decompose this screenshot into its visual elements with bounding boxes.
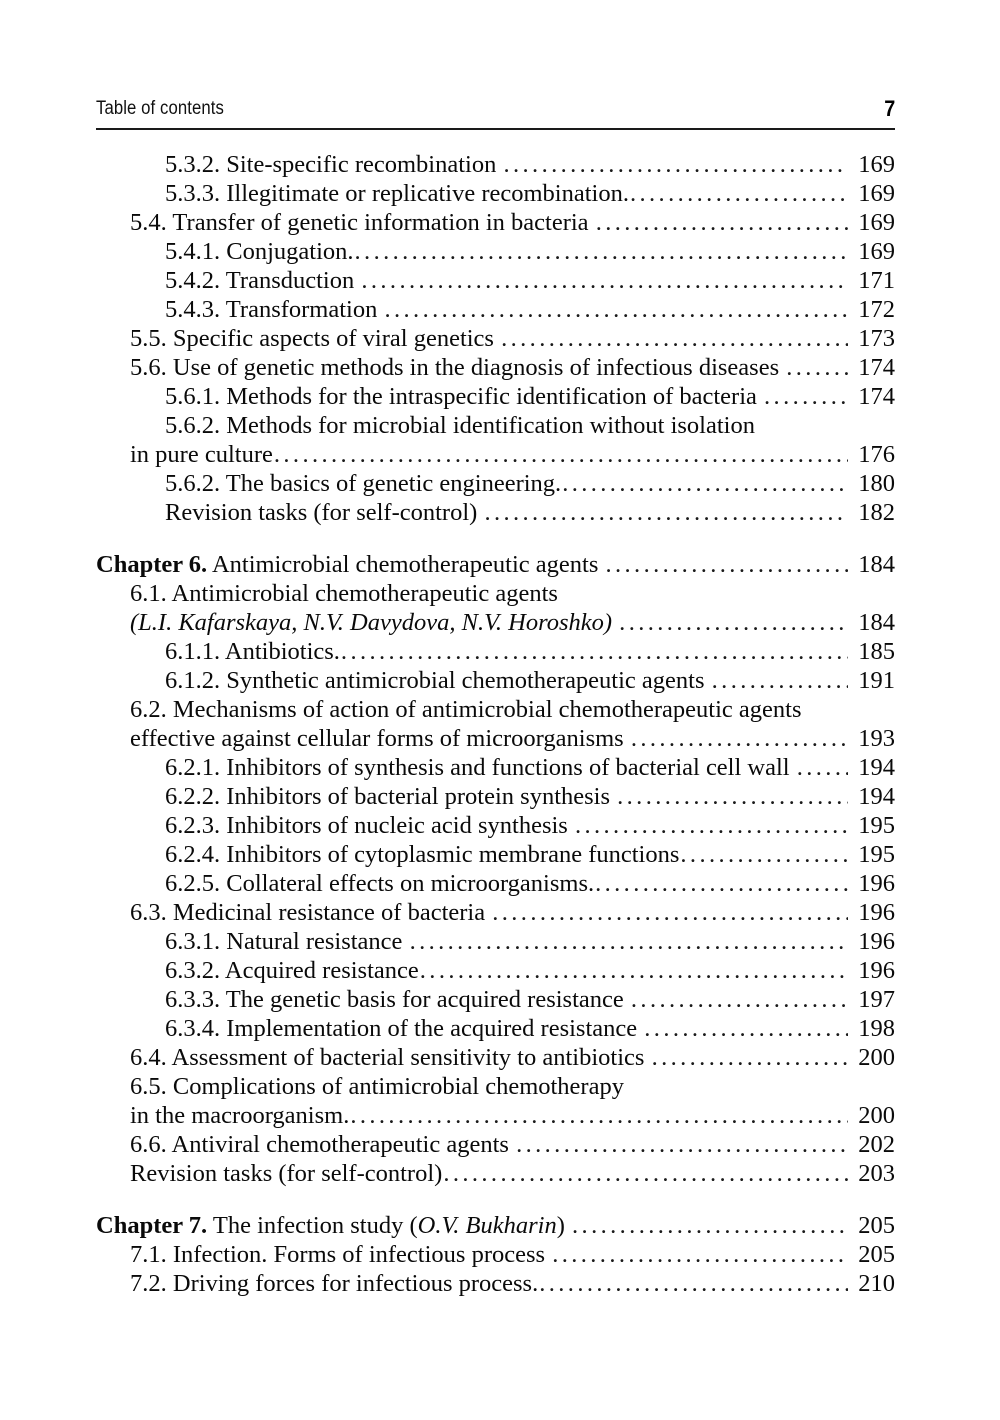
toc-entry-label: 5.6.1. Methods for the intraspecific identification of bacteria [165,383,764,410]
toc-entry-page: 200 [858,1044,895,1071]
toc-entry-page: 171 [858,267,895,294]
toc-entry-page: 180 [858,470,895,497]
toc-entry[interactable] [96,324,895,353]
toc-entry-page: 169 [858,209,895,236]
dot-leader [596,208,848,237]
toc-entry[interactable] [96,1014,895,1043]
toc-entry-label: 5.5. Specific aspects of viral genetics [130,325,501,352]
toc-entry-label: 6.6. Antiviral chemotherapeutic agents [130,1131,516,1158]
toc-entry-label: 5.3.3. Illegitimate or replicative recombination. [165,180,629,207]
toc-entry-page: 173 [858,325,895,352]
dot-leader [501,324,848,353]
toc-entry-label: 6.2.1. Inhibitors of synthesis and functions of bacterial cell wall [165,754,796,781]
chapter-prefix: Chapter 7. [96,1212,208,1239]
toc-entry[interactable] [96,840,895,869]
toc-entry[interactable] [96,1043,895,1072]
toc-entry-label: 7.1. Infection. Forms of infectious process [130,1241,552,1268]
toc-entry-page: 210 [858,1270,895,1297]
toc-entry[interactable] [96,1240,895,1269]
toc-entry-page: 172 [858,296,895,323]
toc-entry-label: 6.4. Assessment of bacterial sensitivity to antibiotics [130,1044,651,1071]
toc-entry[interactable] [96,782,895,811]
dot-leader [384,295,848,324]
toc-entry-label: 6.2.2. Inhibitors of bacterial protein synthesis [165,783,617,810]
toc-entry-label: 5.6. Use of genetic methods in the diagnosis of infectious diseases [130,354,786,381]
header-rule [96,128,895,130]
toc-entry-page: 169 [858,151,895,178]
toc-entry-label: 5.6.2. The basics of genetic engineering. [165,470,562,497]
dot-leader [420,956,848,985]
toc-entry-label: 6.1. Antimicrobial chemotherapeutic agents [130,580,558,607]
toc-entry[interactable] [96,150,895,179]
toc-entry[interactable] [96,295,895,324]
toc-entry[interactable] [96,724,895,753]
toc-entry[interactable] [96,1101,895,1130]
dot-leader [617,782,848,811]
dot-leader [575,811,848,840]
dot-leader [361,266,848,295]
toc-entry[interactable] [96,353,895,382]
toc-entry[interactable] [96,550,895,579]
chapter-prefix: Chapter 6. [96,551,208,578]
dot-leader [605,550,848,579]
toc-entry[interactable] [96,579,895,608]
dot-leader [595,869,848,898]
dot-leader [443,1159,848,1188]
toc-entry-label: 6.3.1. Natural resistance [165,928,409,955]
dot-leader [680,840,848,869]
dot-leader [503,150,848,179]
author-names: O.V. Bukharin [417,1212,557,1239]
running-head-title: Table of contents [96,98,224,119]
toc-entry[interactable] [96,498,895,527]
toc-entry-label: 6.3.2. Acquired resistance [165,957,419,984]
toc-entry-page: 196 [858,899,895,926]
toc-entry-page: 169 [858,238,895,265]
toc-entry[interactable] [96,1130,895,1159]
toc-entry-page: 174 [858,354,895,381]
dot-leader [644,1014,848,1043]
toc-entry-page: 196 [858,870,895,897]
toc-entry-page: 184 [858,551,895,578]
table-of-contents-list [96,150,895,1298]
toc-entry-label: 6.3.4. Implementation of the acquired resistance [165,1015,644,1042]
toc-entry-page: 194 [858,754,895,781]
toc-entry-label: 5.4. Transfer of genetic information in bacteria [130,209,595,236]
dot-leader [350,1101,848,1130]
dot-leader [631,724,848,753]
toc-entry[interactable] [96,382,895,411]
toc-entry[interactable] [96,753,895,782]
running-head [96,98,895,132]
dot-leader [630,179,848,208]
toc-entry-label: 6.2. Mechanisms of action of antimicrobial chemotherapeutic agents [130,696,802,723]
toc-entry-page: 193 [858,725,895,752]
dot-leader [712,666,848,695]
toc-entry-label: 5.6.2. Methods for microbial identification without isolation [165,412,755,439]
dot-leader [631,985,848,1014]
toc-entry-page: 196 [858,957,895,984]
toc-entry-label: 7.2. Driving forces for infectious process. [130,1270,539,1297]
toc-entry[interactable] [96,411,895,440]
toc-entry-label: in pure culture [130,441,273,468]
toc-entry-page: 185 [858,638,895,665]
dot-leader [552,1240,848,1269]
toc-entry-page: 203 [858,1160,895,1187]
dot-leader [274,440,848,469]
dot-leader [797,753,848,782]
toc-entry-label: Revision tasks (for self-control) [165,499,484,526]
toc-entry-label: 6.2.5. Collateral effects on microorganisms. [165,870,595,897]
toc-entry-label: 6.3.3. The genetic basis for acquired resistance [165,986,630,1013]
toc-entry-label: 6.3. Medicinal resistance of bacteria [130,899,492,926]
toc-entry[interactable] [96,179,895,208]
toc-entry[interactable] [96,1159,895,1188]
toc-entry-page: 169 [858,180,895,207]
toc-entry-label [130,608,618,637]
toc-entry[interactable] [96,208,895,237]
toc-entry[interactable] [96,956,895,985]
toc-entry-label: 5.4.1. Conjugation. [165,238,354,265]
dot-leader [341,637,848,666]
toc-entry-page: 191 [858,667,895,694]
toc-entry-page: 205 [858,1212,895,1239]
toc-entry[interactable] [96,985,895,1014]
toc-entry[interactable] [96,237,895,266]
toc-entry-page: 176 [858,441,895,468]
toc-entry[interactable] [96,266,895,295]
toc-entry[interactable] [96,608,895,637]
toc-entry-label: Chapter 6. Antimicrobial chemotherapeutic agents [96,551,605,578]
toc-entry[interactable] [96,1211,895,1240]
toc-entry-page: 202 [858,1131,895,1158]
toc-entry-label: 5.4.3. Transformation [165,296,384,323]
toc-entry[interactable] [96,811,895,840]
toc-entry-label: Revision tasks (for self-control) [130,1160,443,1187]
dot-leader [652,1043,848,1072]
toc-entry-label: 5.4.2. Transduction [165,267,361,294]
toc-entry-page: 182 [858,499,895,526]
toc-entry-page: 197 [858,986,895,1013]
toc-entry-label: 6.1.2. Synthetic antimicrobial chemotherapeutic agents [165,667,711,694]
dot-leader [786,353,848,382]
toc-entry-page: 196 [858,928,895,955]
dot-leader [572,1211,848,1240]
page-number: 7 [883,96,895,121]
toc-entry-label: 6.2.3. Inhibitors of nucleic acid synthesis [165,812,574,839]
toc-entry[interactable] [96,1269,895,1298]
toc-entry-label: 6.5. Complications of antimicrobial chemotherapy [130,1073,624,1100]
toc-entry[interactable] [96,440,895,469]
toc-entry[interactable] [96,666,895,695]
toc-entry-page: 195 [858,812,895,839]
toc-entry-page: 194 [858,783,895,810]
toc-entry-page: 200 [858,1102,895,1129]
toc-entry-page: 205 [858,1241,895,1268]
toc-entry[interactable] [96,695,895,724]
dot-leader [410,927,848,956]
toc-entry-page: 195 [858,841,895,868]
toc-entry[interactable] [96,927,895,956]
toc-entry-page: 198 [858,1015,895,1042]
toc-entry-label: in the macroorganism. [130,1102,350,1129]
toc-entry-label: 5.3.2. Site-specific recombination [165,151,503,178]
toc-entry[interactable] [96,869,895,898]
dot-leader [764,382,848,411]
toc-entry[interactable] [96,1072,895,1101]
toc-entry[interactable] [96,898,895,927]
author-names: (L.I. Kafarskaya, N.V. Davydova, N.V. Horoshko) [130,609,613,636]
dot-leader [539,1269,848,1298]
toc-entry[interactable] [96,469,895,498]
dot-leader [516,1130,848,1159]
toc-entry[interactable] [96,637,895,666]
dot-leader [562,469,848,498]
dot-leader [355,237,848,266]
toc-entry-label: effective against cellular forms of microorganisms [130,725,630,752]
toc-entry-label: 6.2.4. Inhibitors of cytoplasmic membrane functions [165,841,680,868]
toc-entry-page: 184 [858,609,895,636]
toc-entry-page: 174 [858,383,895,410]
toc-entry-label: 6.1.1. Antibiotics. [165,638,340,665]
toc-entry-label: Chapter 7. The infection study (O.V. Bukharin) [96,1212,572,1239]
dot-leader [619,608,848,637]
dot-leader [484,498,848,527]
dot-leader [492,898,848,927]
